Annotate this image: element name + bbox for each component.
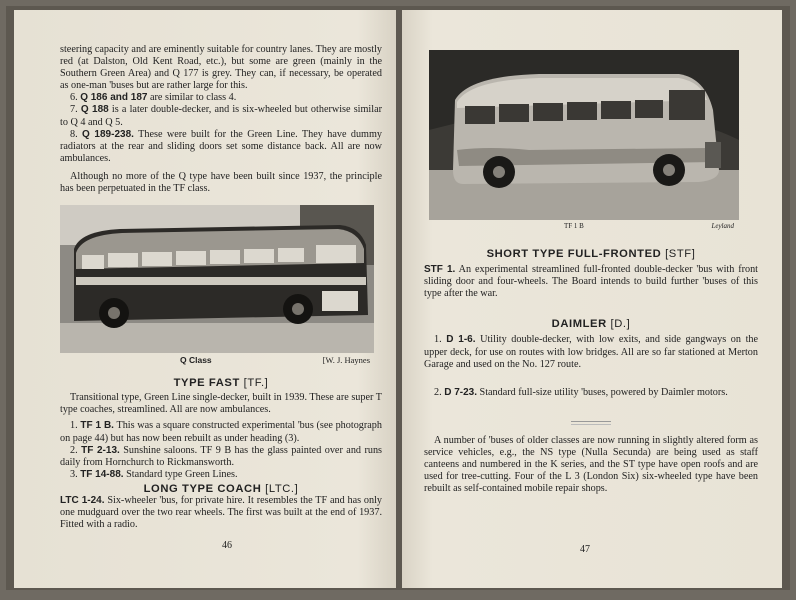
ltc-text: Six-wheeler 'bus, for private hire. It resembles the TF and has only one mudguard over the two rear wheels. The first was built at the end of 1937. Fitted with a radio. (60, 494, 382, 531)
q-class-bus-image (60, 205, 374, 353)
tf-item-1 (60, 420, 382, 444)
q-photo-credit: [W. J. Haynes (322, 355, 370, 366)
q-item-code: Q 186 and 187 (80, 92, 148, 104)
section-divider (424, 421, 758, 425)
q-item-num: 8. (70, 128, 78, 140)
tf-item-code: TF 1 B. (80, 420, 114, 432)
left-page (14, 10, 396, 588)
tf-heading-title: TYPE FAST (173, 377, 240, 390)
tf-item-text: Sunshine saloons. TF 9 B has the glass painted over and runs daily from Hornchurch to Rickmansworth. (60, 444, 382, 468)
tf-item-2 (60, 445, 382, 469)
q-item-text: are similar to class 4. (150, 92, 237, 104)
q-closing-paragraph: Although no more of the Q type have been built since 1937, the principle has been perpetuated in the TF class. (60, 170, 382, 195)
right-page (402, 10, 782, 588)
intro-paragraph: steering capacity and are eminently suitable for country lanes. They are mostly red (at Dalston, Old Kent Road, etc.), but some are green (mainly in the Southern Green Area) and Q 177 is grey. They can, if necessary, be operated as one-man 'buses but are rather large for this. (60, 44, 382, 92)
page-number-right: 47 (580, 544, 590, 555)
tf-intro: Transitional type, Green Line single-decker, built in 1939. These are super T type coaches, streamlined. All are now ambulances. (60, 392, 382, 416)
tf1b-caption-title: TF 1 B (564, 222, 584, 230)
page-number-left: 46 (222, 540, 232, 551)
q-photo-caption-title: Q Class (180, 355, 212, 366)
q-item-code: Q 188 (80, 104, 109, 116)
tf-item-text: Standard type Green Lines. (126, 468, 238, 480)
q-item-num: 6. (70, 92, 78, 104)
q-photo-caption (60, 355, 370, 365)
tf-item-text: This was a square constructed experimental 'bus (see photograph on page 44) but has now been rebuilt as under heading (3). (60, 420, 382, 444)
daimler-item-2 (424, 387, 758, 399)
tf-heading-code: [TF.] (243, 377, 269, 390)
stf-heading (424, 248, 758, 260)
ltc-paragraph (60, 495, 382, 531)
ltc-heading (60, 483, 382, 495)
tf-item-code: TF 14-88. (80, 468, 124, 480)
tf-item-num: 3. (70, 468, 78, 480)
q-item-code: Q 189-238. (82, 128, 134, 140)
q-item-8 (60, 129, 382, 165)
tf-item-num: 1. (70, 420, 78, 432)
stf-heading-code: [STF] (665, 248, 696, 260)
daimler-item-code: D 1-6. (446, 334, 476, 346)
tf-heading (60, 377, 382, 389)
stf-code: STF 1. (424, 264, 456, 276)
tf1b-photo (429, 50, 739, 220)
daimler-item-num: 1. (434, 334, 442, 346)
tf-item-3 (60, 469, 382, 481)
q-class-photo (60, 205, 374, 353)
tf1b-bus-image (429, 50, 739, 220)
daimler-item-num: 2. (434, 386, 442, 398)
ltc-heading-code: [LTC.] (265, 482, 299, 495)
tf-item-num: 2. (70, 444, 78, 456)
q-item-text: is a later double-decker, and is six-wheeled but otherwise similar to Q 4 and Q 5. (60, 104, 383, 128)
closing-paragraph: A number of 'buses of older classes are now running in slightly altered form as service vehicles, e.g., the NS type (Nulla Secunda) are being used as staff canteens and numbered in the K series, and the ST type have open roofs and are used for tree-cutting. Four of the L 3 (London Six) six-wheeled type have been rebuilt as self-contained mobile repair shops. (424, 434, 758, 495)
tf1b-caption-credit: Leyland (711, 222, 734, 230)
q-item-7 (60, 104, 382, 128)
daimler-item-code: D 7-23. (444, 386, 477, 398)
stf-heading-title: SHORT TYPE FULL-FRONTED (486, 248, 662, 260)
q-item-text: These were built for the Green Line. They have dummy radiators at the rear and sliding doors set some distance back. All are now ambulances. (60, 128, 382, 164)
daimler-heading (424, 318, 758, 330)
daimler-heading-code: [D.] (610, 318, 631, 331)
tf-item-code: TF 2-13. (81, 444, 120, 456)
stf-paragraph (424, 264, 758, 300)
daimler-item-1 (424, 334, 758, 370)
daimler-item-text: Standard full-size utility 'buses, powered by Daimler motors. (479, 386, 728, 398)
q-item-num: 7. (70, 104, 78, 116)
ltc-heading-title: LONG TYPE COACH (143, 482, 262, 495)
ltc-code: LTC 1-24. (60, 494, 105, 506)
book-spread (6, 6, 790, 590)
daimler-item-text: Utility double-decker, with low exits, and side gangways on the upper deck, for use on routes with low bridges. All are so far stationed at Merton Garage and used on the No. 127 route. (424, 334, 759, 370)
daimler-heading-title: DAIMLER (551, 318, 607, 331)
tf1b-photo-caption (424, 222, 734, 230)
q-item-6 (60, 92, 382, 104)
stf-text: An experimental streamlined full-fronted double-decker 'bus with front sliding door and four-wheels. The Board intends to build further 'buses of this type after the war. (424, 264, 758, 300)
